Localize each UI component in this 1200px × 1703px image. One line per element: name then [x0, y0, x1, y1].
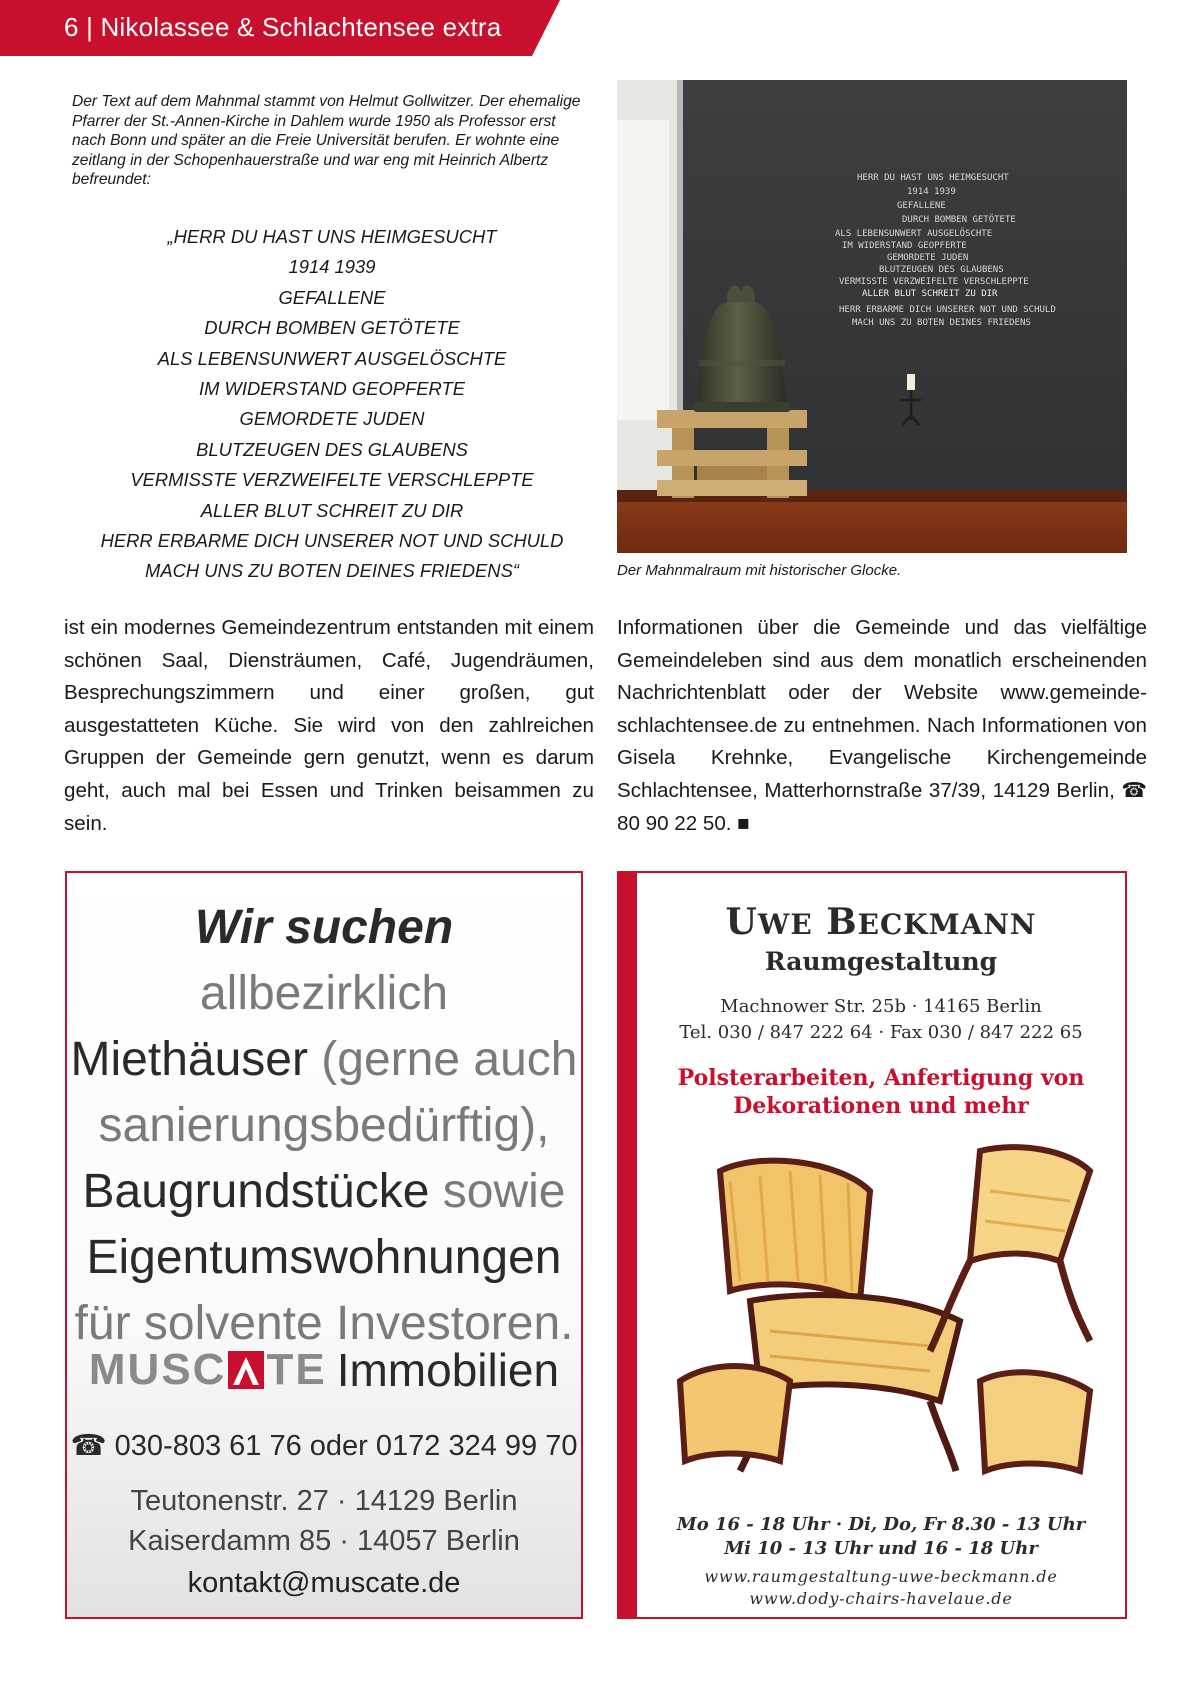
headline-emphasis: Miethäuser: [70, 1033, 308, 1086]
poem-line: GEFALLENE: [278, 286, 386, 308]
svg-text:GEFALLENE: GEFALLENE: [897, 201, 946, 211]
headline-emphasis: Baugrundstücke: [82, 1165, 430, 1218]
poem-line: ALS LEBENSUNWERT AUSGELÖSCHTE: [157, 347, 507, 369]
red-accent-strip: [619, 873, 637, 1617]
svg-text:IM WIDERSTAND GEOPFERTE: IM WIDERSTAND GEOPFERTE: [842, 241, 967, 251]
poem-line: VERMISSTE VERZWEIFELTE VERSCHLEPPTE: [130, 469, 534, 491]
wordmark-right: TE: [266, 1345, 327, 1394]
svg-text:1914 1939: 1914 1939: [907, 187, 956, 197]
memorial-poem: [72, 222, 592, 587]
intro-paragraph: [72, 92, 592, 190]
poem-line: DURCH BOMBEN GETÖTETE: [204, 317, 460, 339]
company-websites: [637, 1566, 1125, 1610]
muscate-addresses: [67, 1481, 581, 1561]
muscate-advertisement: [65, 871, 583, 1619]
svg-text:VERMISSTE VERZWEIFELTE VERSCHL: VERMISSTE VERZWEIFELTE VERSCHLEPPTE: [839, 277, 1029, 287]
poem-line: GEMORDETE JUDEN: [239, 408, 425, 430]
headline-emphasis: Eigentumswohnungen: [86, 1231, 562, 1284]
address-line: Kaiserdamm 85 · 14057 Berlin: [128, 1525, 520, 1557]
company-address: Machnower Str. 25b · 14165 Berlin: [720, 996, 1042, 1017]
address-line: Teutonenstr. 27 · 14129 Berlin: [130, 1485, 518, 1517]
chair-1: [720, 1161, 870, 1301]
muscate-wordmark: [89, 1345, 327, 1395]
svg-text:BLUTZEUGEN DES GLAUBENS: BLUTZEUGEN DES GLAUBENS: [879, 265, 1004, 275]
headline-emphasis: Wir suchen: [194, 901, 454, 954]
poem-line: IM WIDERSTAND GEOPFERTE: [199, 378, 465, 400]
opening-hours: [637, 1513, 1125, 1561]
poem-line: MACH UNS ZU BOTEN DEINES FRIEDENS“: [145, 560, 519, 582]
article-left-text: ist ein modernes Gemeindezentrum entstanden mit einem schönen Saal, Diensträumen, Café, Jugendräumen, Besprechungszimmern und einer großen, gut ausgestatteten Küche. Sie wird von den zahlreichen Gruppen der Gemeinde gern genutzt, wenn es darum geht, auch mal bei Essen und Trinken beisammen zu sein.: [64, 616, 594, 835]
intro-text: Der Text auf dem Mahnmal stammt von Helmut Gollwitzer. Der ehemalige Pfarrer der St.-Annen-Kirche in Dahlem wurde 1950 als Professor erst nach Bonn und später an die Freie Universität berufen. Er wohnte eine zeitlang in der Schopenhauerstraße und war eng mit Heinrich Albertz befreundet:: [72, 93, 581, 188]
hours-line: Mo 16 - 18 Uhr · Di, Do, Fr 8.30 - 13 Uhr: [676, 1514, 1086, 1535]
beckmann-advertisement: [617, 871, 1127, 1619]
immobilien-label: Immobilien: [336, 1344, 560, 1396]
muscate-logo: [67, 1343, 581, 1397]
svg-text:ALS LEBENSUNWERT AUSGELÖSCHTE: ALS LEBENSUNWERT AUSGELÖSCHTE: [835, 229, 993, 239]
poem-line: 1914 1939: [288, 256, 376, 278]
services-line: Dekorationen und mehr: [733, 1093, 1029, 1119]
bell-stand: [657, 410, 807, 498]
memorial-room-photo: [617, 80, 1127, 553]
poem-line: „HERR DU HAST UNS HEIMGESUCHT: [167, 226, 497, 247]
headline-text: sowie: [429, 1165, 566, 1218]
poem-line: BLUTZEUGEN DES GLAUBENS: [196, 438, 468, 460]
muscate-phone: ☎ 030-803 61 76 oder 0172 324 99 70: [70, 1430, 578, 1462]
svg-text:DURCH BOMBEN GETÖTETE: DURCH BOMBEN GETÖTETE: [902, 215, 1016, 225]
company-contact: [637, 994, 1125, 1046]
services-line: Polsterarbeiten, Anfertigung von: [677, 1065, 1085, 1091]
muscate-email[interactable]: kontakt@muscate.de: [187, 1567, 461, 1599]
logo-a-icon: [228, 1351, 264, 1389]
headline-text: für solvente Investoren.: [74, 1297, 574, 1350]
svg-text:GEMORDETE JUDEN: GEMORDETE JUDEN: [887, 253, 969, 263]
svg-text:ALLER BLUT SCHREIT ZU DIR: ALLER BLUT SCHREIT ZU DIR: [862, 289, 998, 299]
headline-text: sanierungsbedürftig),: [98, 1099, 550, 1152]
svg-text:HERR ERBARME DICH UNSERER NOT: HERR ERBARME DICH UNSERER NOT UND SCHULD: [839, 305, 1056, 315]
hours-line: Mi 10 - 13 Uhr und 16 - 18 Uhr: [724, 1538, 1038, 1559]
photo-caption: Der Mahnmalraum mit historischer Glocke.: [617, 562, 902, 579]
headline-text: (gerne auch: [307, 1033, 578, 1086]
company-subtitle: Raumgestaltung: [764, 947, 998, 976]
chairs-photo: [640, 1131, 1110, 1501]
website-link[interactable]: www.raumgestaltung-uwe-beckmann.de: [704, 1567, 1058, 1586]
website-link[interactable]: www.dody-chairs-havelaue.de: [749, 1589, 1013, 1608]
company-services: [637, 1064, 1125, 1120]
svg-text:MACH UNS ZU BOTEN DEINES FRIED: MACH UNS ZU BOTEN DEINES FRIEDENS: [852, 318, 1031, 328]
headline-text: allbezirklich: [199, 967, 449, 1020]
article-right-column: [617, 612, 1147, 840]
article-right-text: Informationen über die Gemeinde und das vielfältige Gemeindeleben sind aus dem monatlich erscheinenden Nachrichtenblatt oder der Website www.gemeinde-schlachtensee.de zu entnehmen. Nach Informationen von Gisela Krehnke, Evangelische Kirchengemeinde Schlachtensee, Matterhornstraße 37/39, 14129 Berlin, ☎ 80 90 22 50. ■: [617, 616, 1147, 835]
ad-headline: [67, 895, 581, 1357]
page-header-title: 6 | Nikolassee & Schlachtensee extra: [64, 12, 502, 42]
company-name: UWE BECKMANN: [725, 901, 1037, 943]
article-left-column: [64, 612, 594, 840]
company-phone-fax: Tel. 030 / 847 222 64 · Fax 030 / 847 222 65: [679, 1022, 1083, 1043]
poem-line: HERR ERBARME DICH UNSERER NOT UND SCHULD: [100, 530, 564, 552]
poem-line: ALLER BLUT SCHREIT ZU DIR: [200, 499, 464, 521]
wordmark-left: MUSC: [88, 1345, 227, 1394]
svg-text:HERR DU HAST UNS HEIMGESUCHT: HERR DU HAST UNS HEIMGESUCHT: [857, 173, 1009, 183]
